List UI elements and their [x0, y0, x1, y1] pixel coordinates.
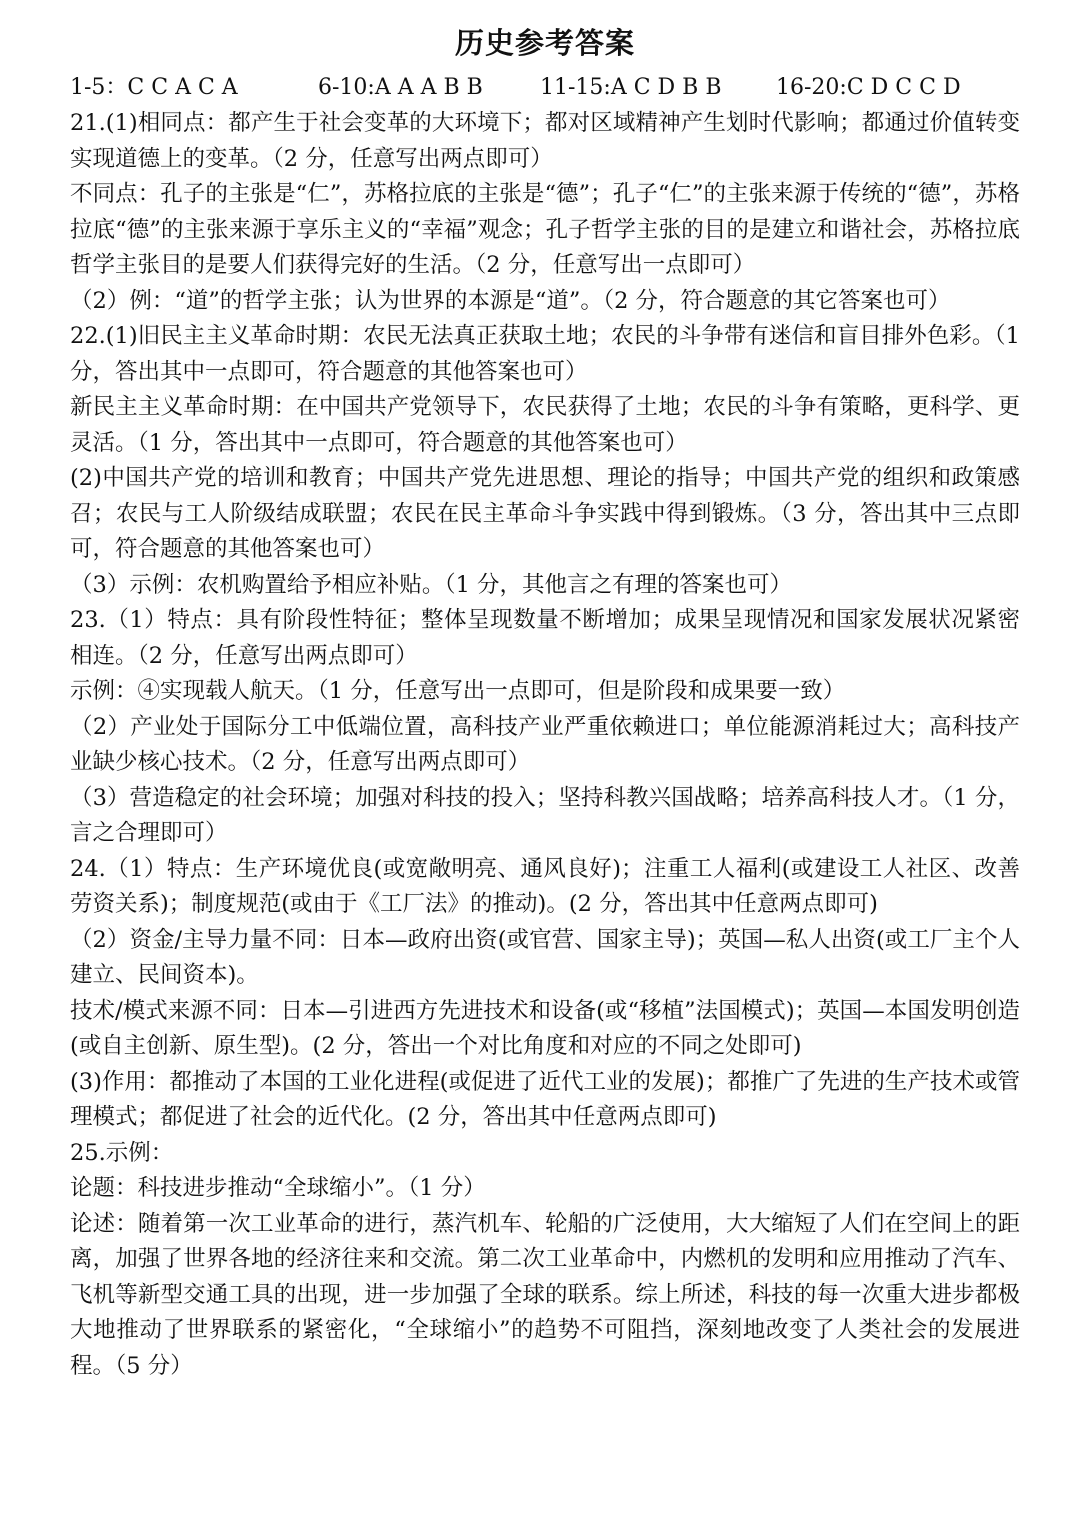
q21-1-similarities: 21.(1)相同点：都产生于社会变革的大环境下；都对区域精神产生划时代影响；都通过价值转变实现道德上的变革。（2 分，任意写出两点即可） — [70, 110, 1020, 172]
q25-thesis: 论题：科技进步推动“全球缩小”。（1 分） — [70, 1175, 486, 1201]
q24-2-funding: （2）资金/主导力量不同：日本—政府出资(或官营、国家主导)；英国—私人出资(或工厂主个人建立、民间资本)。 — [70, 926, 1020, 988]
q25-heading: 25.示例： — [70, 1139, 174, 1166]
q21-2-answer: （2）例：“道”的哲学主张；认为世界的本源是“道”。（2 分，符合题意的其它答案也可） — [70, 287, 951, 314]
q22-3-answer: （3）示例：农机购置给予相应补贴。（1 分，其他言之有理的答案也可） — [70, 571, 793, 598]
mc-group-6-10: 6-10:A A A B B — [318, 75, 483, 100]
mc-group-11-15: 11-15:A C D B B — [540, 75, 722, 100]
mc-group-1-5: 1-5：C C A C A — [70, 75, 238, 100]
q24-2-technology: 技术/模式来源不同：日本—引进西方先进技术和设备(或“移植”法国模式)；英国—本国发明创造(或自主创新、原生型)。(2 分，答出一个对比角度和对应的不同之处即可) — [70, 997, 1020, 1059]
page-title: 历史参考答案 — [454, 26, 635, 60]
q24-1-features: 24.（1）特点：生产环境优良(或宽敞明亮、通风良好)；注重工人福利(或建设工人社区、改善劳资关系)；制度规范(或由于《工厂法》的推动)。(2 分，答出其中任意两点即可) — [70, 855, 1020, 917]
answer-body — [70, 106, 1020, 1384]
q23-1-features: 23.（1）特点：具有阶段性特征；整体呈现数量不断增加；成果呈现情况和国家发展状况紧密相连。（2 分，任意写出两点即可） — [70, 607, 1020, 669]
multiple-choice-answers — [70, 70, 1020, 106]
q22-1-new-democratic: 新民主主义革命时期：在中国共产党领导下，农民获得了土地；农民的斗争有策略，更科学、更灵活。（1 分，答出其中一点即可，符合题意的其他答案也可） — [70, 394, 1020, 456]
q23-1-example: 示例：④实现载人航天。（1 分，任意写出一点即可，但是阶段和成果要一致） — [70, 678, 846, 704]
q21-1-differences: 不同点：孔子的主张是“仁”，苏格拉底的主张是“德”；孔子“仁”的主张来源于传统的“德”，苏格拉底“德”的主张来源于享乐主义的“幸福”观念；孔子哲学主张的目的是建立和谐社会，苏格拉底哲学主张目的是要人们获得完好的生活。（2 分，任意写出一点即可） — [70, 181, 1020, 278]
q25-argument: 论述：随着第一次工业革命的进行，蒸汽机车、轮船的广泛使用，大大缩短了人们在空间上的距离，加强了世界各地的经济往来和交流。第二次工业革命中，内燃机的发明和应用推动了汽车、飞机等新型交通工具的出现，进一步加强了全球的联系。综上所述，科技的每一次重大进步都极大地推动了世界联系的紧密化，“全球缩小”的趋势不可阻挡，深刻地改变了人类社会的发展进程。（5 分） — [70, 1210, 1020, 1379]
q22-2-answer: (2)中国共产党的培训和教育；中国共产党先进思想、理论的指导；中国共产党的组织和政策感召；农民与工人阶级结成联盟；农民在民主革命斗争实践中得到锻炼。（3 分，答出其中三点即可，符合题意的其他答案也可） — [70, 465, 1020, 562]
q23-2-answer: （2）产业处于国际分工中低端位置，高科技产业严重依赖进口；单位能源消耗过大；高科技产业缺少核心技术。（2 分，任意写出两点即可） — [70, 713, 1020, 775]
q23-3-answer: （3）营造稳定的社会环境；加强对科技的投入；坚持科教兴国战略；培养高科技人才。（1 分，言之合理即可） — [70, 784, 1020, 846]
q22-1-old-democratic: 22.(1)旧民主主义革命时期：农民无法真正获取土地；农民的斗争带有迷信和盲目排外色彩。（1 分，答出其中一点即可，符合题意的其他答案也可） — [70, 323, 1020, 385]
mc-group-16-20: 16-20:C D C C D — [776, 75, 961, 100]
q24-3-effects: (3)作用：都推动了本国的工业化进程(或促进了近代工业的发展)；都推广了先进的生产技术或管理模式；都促进了社会的近代化。(2 分，答出其中任意两点即可) — [70, 1068, 1020, 1130]
